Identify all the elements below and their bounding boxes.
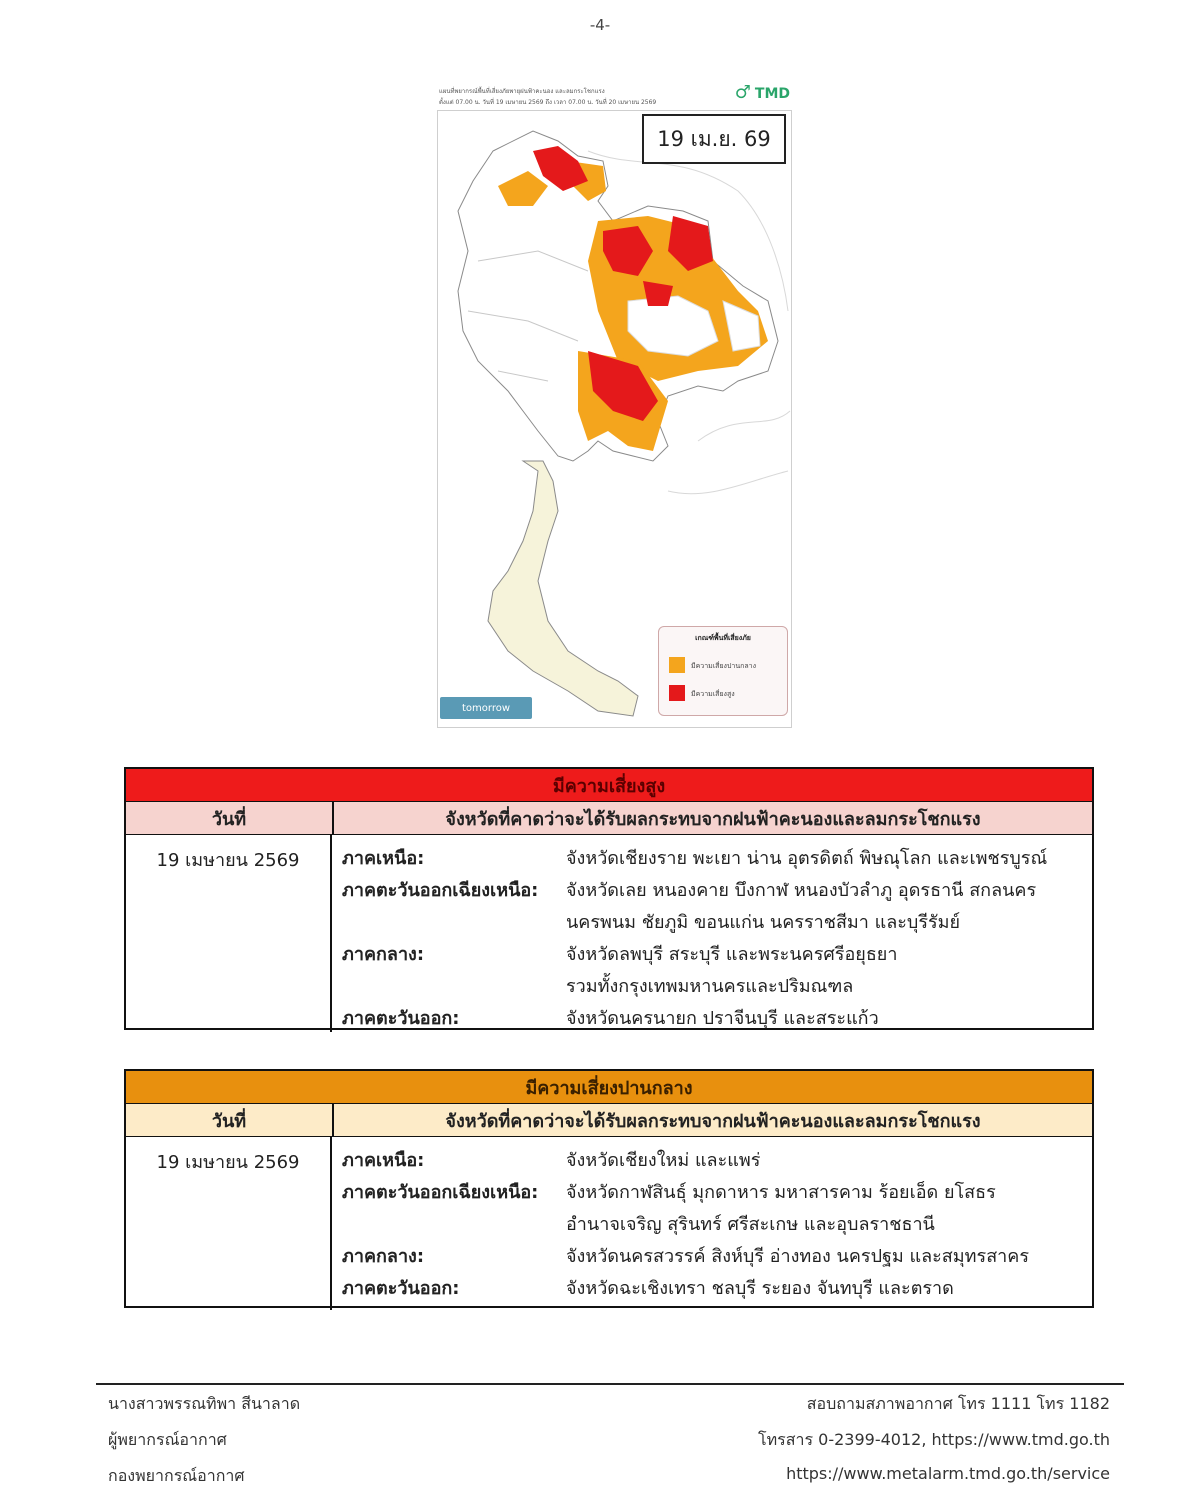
- medium-risk-body: [126, 1137, 1092, 1310]
- province-list: อำนาจเจริญ สุรินทร์ ศรีสะเกษ และอุบลราชธานี: [566, 1214, 935, 1235]
- province-list: จังหวัดกาฬสินธุ์ มุกดาหาร มหาสารคาม ร้อยเอ็ด ยโสธร: [566, 1182, 996, 1203]
- footer-divider: [96, 1383, 1124, 1385]
- high-risk-body: [126, 835, 1092, 1032]
- region-label: ภาคกลาง:: [342, 1246, 425, 1267]
- province-list: นครพนม ชัยภูมิ ขอนแก่น นครราชสีมา และบุรีรัมย์: [566, 912, 961, 933]
- region-label: ภาคตะวันออก:: [342, 1278, 460, 1299]
- high-risk-table: [124, 767, 1094, 1030]
- col-provinces-header: จังหวัดที่คาดว่าจะได้รับผลกระทบจากฝนฟ้าคะนองและลมกระโชกแรง: [445, 808, 981, 830]
- map-date-label: 19 เม.ย. 69: [642, 114, 786, 164]
- region-label: ภาคเหนือ:: [342, 848, 425, 869]
- tomorrow-credit: tomorrow: [440, 697, 532, 719]
- risk-map-figure: [437, 80, 792, 728]
- figure-header-title: แผนที่พยากรณ์พื้นที่เสี่ยงภัยพายุฝนฟ้าคะนอง และลมกระโชกแรง: [439, 88, 605, 95]
- high-risk-regions: [332, 835, 1092, 1032]
- region-label: ภาคเหนือ:: [342, 1150, 425, 1171]
- tmd-logo: [735, 82, 790, 103]
- contact-phone: สอบถามสภาพอากาศ โทร 1111 โทร 1182: [806, 1394, 1110, 1413]
- legend-swatch-high: [669, 685, 685, 701]
- province-list: จังหวัดเลย หนองคาย บึงกาฬ หนองบัวลำภู อุดรธานี สกลนคร: [566, 880, 1037, 901]
- col-provinces-header: จังหวัดที่คาดว่าจะได้รับผลกระทบจากฝนฟ้าคะนองและลมกระโชกแรง: [445, 1110, 981, 1132]
- figure-header-period: ตั้งแต่ 07.00 น. วันที่ 19 เมษายน 2569 ถึง เวลา 07.00 น. วันที่ 20 เมษายน 2569: [439, 99, 657, 106]
- region-label: ภาคตะวันออก:: [342, 1008, 460, 1029]
- contact-fax-website[interactable]: โทรสาร 0-2399-4012, https://www.tmd.go.th: [758, 1430, 1110, 1449]
- col-date-header: วันที่: [126, 802, 334, 834]
- province-list: จังหวัดฉะเชิงเทรา ชลบุรี ระยอง จันทบุรี และตราด: [566, 1278, 954, 1299]
- legend-label-medium: มีความเสี่ยงปานกลาง: [691, 662, 756, 670]
- high-risk-header: [126, 802, 1092, 835]
- tmd-logo-icon: ♂: [734, 82, 751, 103]
- figure-header: [437, 80, 792, 110]
- region-label: ภาคกลาง:: [342, 944, 425, 965]
- southern-peninsula: [488, 461, 638, 716]
- region-label: ภาคตะวันออกเฉียงเหนือ:: [342, 1182, 539, 1203]
- map-legend: [658, 626, 788, 716]
- province-list: จังหวัดเชียงราย พะเยา น่าน อุตรดิตถ์ พิษณุโลก และเพชรบูรณ์: [566, 848, 1048, 869]
- medium-risk-date: 19 เมษายน 2569: [126, 1137, 332, 1310]
- province-list: จังหวัดลพบุรี สระบุรี และพระนครศรีอยุธยา: [566, 944, 898, 965]
- province-list: จังหวัดนครสวรรค์ สิงห์บุรี อ่างทอง นครปฐม และสมุทรสาคร: [566, 1246, 1029, 1267]
- legend-title: เกณฑ์พื้นที่เสี่ยงภัย: [695, 634, 751, 642]
- tmd-logo-text: TMD: [754, 86, 790, 102]
- province-list: จังหวัดเชียงใหม่ และแพร่: [566, 1150, 761, 1171]
- medium-risk-header: [126, 1104, 1092, 1137]
- region-label: ภาคตะวันออกเฉียงเหนือ:: [342, 880, 539, 901]
- province-list: รวมทั้งกรุงเทพมหานครและปริมณฑล: [566, 976, 854, 997]
- legend-label-high: มีความเสี่ยงสูง: [691, 690, 735, 698]
- medium-risk-regions: [332, 1137, 1092, 1310]
- forecaster-division: กองพยากรณ์อากาศ: [108, 1466, 245, 1485]
- metalarm-link[interactable]: https://www.metalarm.tmd.go.th/service: [786, 1464, 1110, 1483]
- col-date-header: วันที่: [126, 1104, 334, 1136]
- forecaster-name: นางสาวพรรณทิพา สีนาลาด: [108, 1394, 301, 1413]
- high-risk-date: 19 เมษายน 2569: [126, 835, 332, 1032]
- page-number: -4-: [589, 16, 611, 34]
- medium-risk-table: [124, 1069, 1094, 1308]
- medium-risk-banner: มีความเสี่ยงปานกลาง: [126, 1071, 1092, 1104]
- legend-swatch-medium: [669, 657, 685, 673]
- province-list: จังหวัดนครนายก ปราจีนบุรี และสระแก้ว: [566, 1008, 879, 1029]
- forecaster-position: ผู้พยากรณ์อากาศ: [108, 1430, 227, 1449]
- high-risk-banner: มีความเสี่ยงสูง: [126, 769, 1092, 802]
